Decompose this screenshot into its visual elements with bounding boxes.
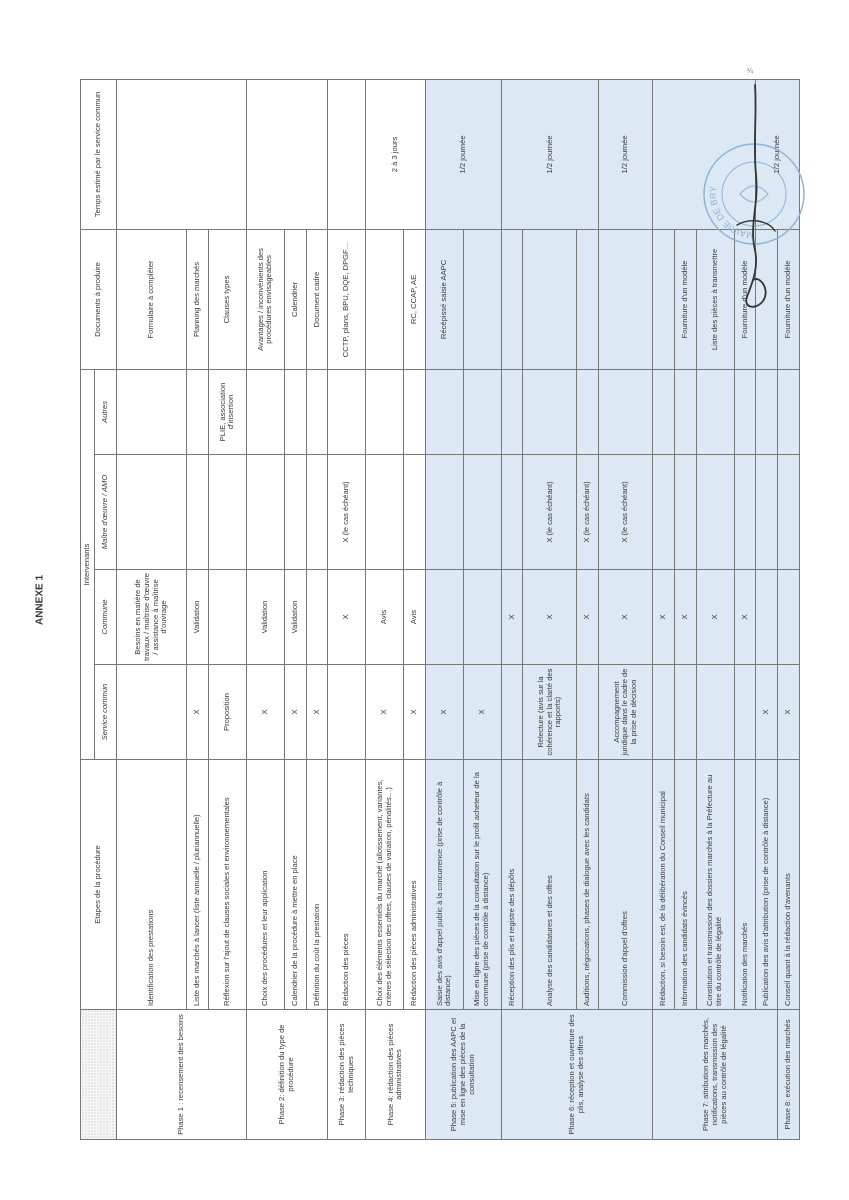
maitre-oeuvre-cell [696,455,734,570]
service-commun-cell: X [187,665,209,760]
table-row [366,79,404,1139]
maitre-oeuvre-cell [778,455,800,570]
header-service-commun: Service commun [95,665,117,760]
document-cell [523,229,577,369]
service-commun-cell [501,665,523,760]
autres-cell [425,369,463,454]
document-cell [599,229,653,369]
step-cell: Identification des prestations [117,760,187,1010]
commune-cell: X [328,570,366,665]
commune-cell: X [599,570,653,665]
step-cell: Définition du coût la prestation [306,760,328,1010]
header-steps: Etapes de la procédure [81,760,117,1010]
step-cell: Liste des marchés à lancer (liste annuelle / pluriannuelle) [187,760,209,1010]
document-cell [366,229,404,369]
autres-cell [366,369,404,454]
service-commun-cell: Relecture (avis sur la cohérence et la clarté des rapports) [523,665,577,760]
service-commun-cell: X [246,665,284,760]
temps-cell: 1/2 journée [501,79,599,229]
service-commun-cell: X [425,665,463,760]
service-commun-cell [674,665,696,760]
temps-cell: 1/2 journée [599,79,653,229]
commune-cell: X [653,570,675,665]
table-row [246,79,284,1139]
table-row [117,79,187,1139]
maitre-oeuvre-cell [756,455,778,570]
commune-cell: Besoins en matière de travaux / maîtrise d'œuvre / assistance à maîtrise d'ouvrage [117,570,187,665]
document-cell: Clauses types [208,229,246,369]
temps-cell: 1/2 journée [756,79,800,229]
maitre-oeuvre-cell [187,455,209,570]
step-cell: Choix des procédures et leur application [246,760,284,1010]
header-maitre-oeuvre: Maître d'œuvre / AMO [95,455,117,570]
maitre-oeuvre-cell [501,455,523,570]
document-cell: Récépissé saisie AAPC [425,229,463,369]
procedure-table-container [80,80,800,1140]
signature [725,75,785,315]
step-cell: Publication des avis d'attribution (prise de contrôle à distance) [756,760,778,1010]
document-cell: Avantages / inconvénients des procédures envisageables [246,229,284,369]
service-commun-cell [734,665,756,760]
maitre-oeuvre-cell [653,455,675,570]
autres-cell: PLIE, association d'insertion [208,369,246,454]
header-autres: Autres [95,369,117,454]
step-cell: Rédaction des pièces administratives [404,760,426,1010]
maitre-oeuvre-cell: X (le cas échéant) [328,455,366,570]
autres-cell [756,369,778,454]
step-cell: Constitution et transmission des dossiers marchés à la Préfecture au titre du contrôle de légalité [696,760,734,1010]
service-commun-cell: X [404,665,426,760]
table-row [577,79,599,1139]
service-commun-cell [328,665,366,760]
temps-cell [328,79,366,229]
autres-cell [674,369,696,454]
stamp-text: MAIRIE DE BRY [707,185,755,241]
autres-cell [778,369,800,454]
service-commun-cell [577,665,599,760]
commune-cell: X [523,570,577,665]
autres-cell [696,369,734,454]
service-commun-cell [117,665,187,760]
document-cell: CCTP, plans, BPU, DQE, DPGF… [328,229,366,369]
table-row [501,79,523,1139]
maitre-oeuvre-cell [674,455,696,570]
step-cell: Réception des plis et registre des dépôts [501,760,523,1010]
maitre-oeuvre-cell [246,455,284,570]
table-row [284,79,306,1139]
document-cell: Fourniture d'un modèle [734,229,756,369]
step-cell: Information des candidats évincés [674,760,696,1010]
phase-cell: Phase 4: rédaction des pièces administratives [366,1010,426,1140]
table-row [599,79,653,1139]
autres-cell [501,369,523,454]
commune-cell [425,570,463,665]
step-cell: Saisie des avis d'appel public à la concurrence (prise de contrôle à distance) [425,760,463,1010]
table-row [523,79,577,1139]
step-cell: Réflexion sur l'ajout de clauses sociales et environnementales [208,760,246,1010]
phase-cell: Phase 7: attribution des marchés, notifications, transmission des pièces au contrôle de légalité [653,1010,778,1140]
maitre-oeuvre-cell [425,455,463,570]
autres-cell [734,369,756,454]
table-row [653,79,675,1139]
maitre-oeuvre-cell: X (le cas échéant) [599,455,653,570]
temps-cell: 2 à 3 jours [366,79,426,229]
maitre-oeuvre-cell [284,455,306,570]
document-cell [463,229,501,369]
step-cell: Auditions, négociations, phases de dialogue avec les candidats [577,760,599,1010]
document-cell [577,229,599,369]
temps-cell [246,79,327,229]
document-cell [501,229,523,369]
commune-cell: X [696,570,734,665]
maitre-oeuvre-cell: X (le cas échéant) [523,455,577,570]
commune-cell: Validation [284,570,306,665]
commune-cell [756,570,778,665]
autres-cell [284,369,306,454]
commune-cell [306,570,328,665]
table-row [187,79,209,1139]
table-row [404,79,426,1139]
service-commun-cell: X [366,665,404,760]
step-cell: Calendrier de la procédure à mettre en place [284,760,306,1010]
document-cell [653,229,675,369]
maitre-oeuvre-cell [734,455,756,570]
service-commun-cell: X [306,665,328,760]
autres-cell [187,369,209,454]
autres-cell [306,369,328,454]
autres-cell [599,369,653,454]
step-cell: Rédaction, si besoin est, de la délibération du Conseil municipal [653,760,675,1010]
phase-cell: Phase 1 : recensement des besoins [117,1010,247,1140]
temps-cell: 1/2 journée [425,79,501,229]
step-cell: Rédaction des pièces [328,760,366,1010]
service-commun-cell: Proposition [208,665,246,760]
service-commun-cell: X [756,665,778,760]
phase-cell: Phase 6: réception et ouverture des plis, analyse des offres [501,1010,653,1140]
autres-cell [463,369,501,454]
commune-cell [463,570,501,665]
document-cell: Planning des marchés [187,229,209,369]
phase-cell: Phase 5: publication des AAPC et mise en ligne des pièces de la consultation [425,1010,501,1140]
autres-cell [328,369,366,454]
maitre-oeuvre-cell [404,455,426,570]
commune-cell: Validation [187,570,209,665]
annex-title: ANNEXE 1 [34,574,46,626]
autres-cell [117,369,187,454]
autres-cell [246,369,284,454]
maitre-oeuvre-cell [208,455,246,570]
commune-cell: X [501,570,523,665]
document-cell: Liste des pièces à transmettre [696,229,734,369]
maitre-oeuvre-cell [463,455,501,570]
maitre-oeuvre-cell: X (le cas échéant) [577,455,599,570]
step-cell: Notification des marchés [734,760,756,1010]
header-intervenants: Intervenants [81,369,95,759]
service-commun-cell: X [284,665,306,760]
document-cell: Formulaire à compléter [117,229,187,369]
commune-cell [208,570,246,665]
table-row [425,79,463,1139]
table-row [674,79,696,1139]
commune-cell: X [674,570,696,665]
service-commun-cell: X [778,665,800,760]
header-phase [81,1010,117,1140]
document-cell: RC, CCAP, AE [404,229,426,369]
temps-cell [117,79,247,229]
margin-mark: ¼ [747,68,753,75]
table-row [328,79,366,1139]
step-cell: Mise en ligne des pièces de la consultation sur le profil acheteur de la commune (prise de contrôle à distance) [463,760,501,1010]
header-temps: Temps estimé par le service commun [81,79,117,229]
maitre-oeuvre-cell [306,455,328,570]
document-cell: Fourniture d'un modèle [778,229,800,369]
autres-cell [523,369,577,454]
maitre-oeuvre-cell [366,455,404,570]
commune-cell: X [734,570,756,665]
table-row [463,79,501,1139]
autres-cell [404,369,426,454]
header-commune: Commune [95,570,117,665]
commune-cell: Avis [404,570,426,665]
service-commun-cell [653,665,675,760]
step-cell: Analyse des candidatures et des offres [523,760,577,1010]
step-cell: Conseil quant à la rédaction d'avenants [778,760,800,1010]
table-row [306,79,328,1139]
table-row [208,79,246,1139]
commune-cell: X [577,570,599,665]
step-cell: Choix des éléments essentiels du marché (allotissement, variantes, critères de sélection des offres, clauses de variation, pénalités…) [366,760,404,1010]
service-commun-cell: Accompagnement juridique dans le cadre de la prise de décision [599,665,653,760]
service-commun-cell: X [463,665,501,760]
document-cell: Fourniture d'un modèle [674,229,696,369]
phase-cell: Phase 3: rédaction des pièces techniques [328,1010,366,1140]
commune-cell: Validation [246,570,284,665]
header-documents: Documents à produire [81,229,117,369]
phase-cell: Phase 8: exécution des marchés [778,1010,800,1140]
maitre-oeuvre-cell [117,455,187,570]
document-cell: Calendrier [284,229,306,369]
phase-cell: Phase 2: définition du type de procédure [246,1010,327,1140]
service-commun-cell [696,665,734,760]
autres-cell [577,369,599,454]
commune-cell: Avis [366,570,404,665]
step-cell: Commission d'appel d'offres [599,760,653,1010]
commune-cell [778,570,800,665]
procedure-table [80,79,800,1140]
document-cell: Document cadre [306,229,328,369]
autres-cell [653,369,675,454]
